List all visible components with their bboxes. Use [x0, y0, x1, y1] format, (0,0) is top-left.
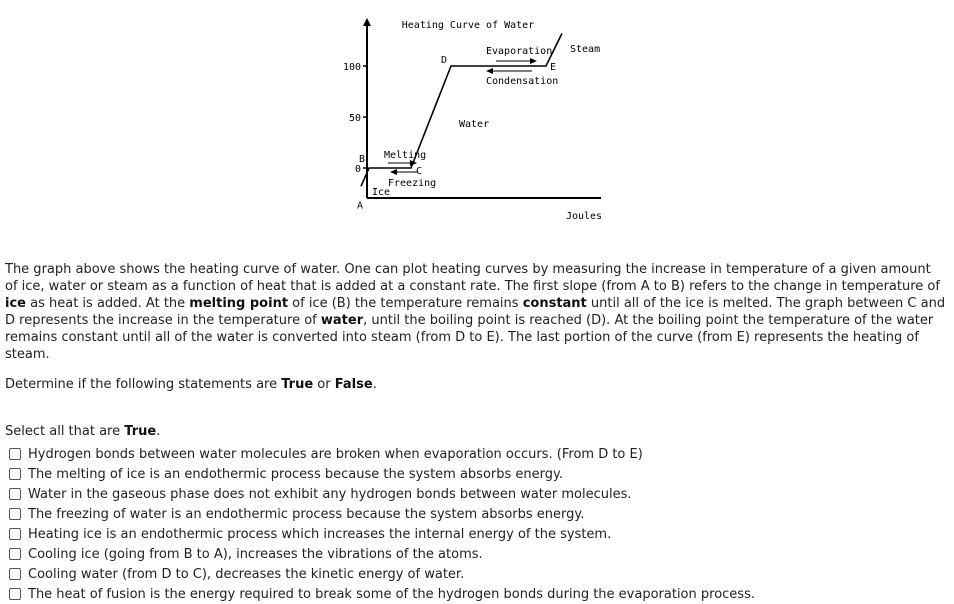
point-label-e: E	[550, 62, 557, 73]
option-2[interactable]	[9, 464, 755, 484]
option-label: Heating ice is an endothermic process which increases the internal energy of the system.	[28, 526, 612, 542]
option-label: Water in the gaseous phase does not exhibit any hydrogen bonds between water molecules.	[28, 486, 632, 502]
y-axis-arrow	[363, 18, 371, 26]
x-axis-label: Joules	[565, 211, 603, 222]
select-true-word: True	[124, 424, 157, 439]
condensation-arrow-head	[486, 68, 493, 74]
checkbox[interactable]	[9, 448, 21, 460]
checkbox[interactable]	[9, 568, 21, 580]
emphasis-text: constant	[522, 296, 587, 311]
y-tick-label: 50	[348, 113, 361, 124]
chart-title: Heating Curve of Water	[401, 20, 535, 31]
point-label-a: A	[357, 200, 364, 212]
emphasis-text: melting point	[189, 296, 289, 311]
point-label-c: C	[416, 166, 423, 177]
option-6[interactable]	[9, 544, 755, 564]
option-5[interactable]	[9, 524, 755, 544]
y-tick-label: 0	[354, 164, 361, 175]
y-tick-label: 100	[342, 62, 361, 73]
true-word: True	[281, 377, 314, 392]
paragraph-text: of ice (B) the temperature remains	[288, 296, 523, 311]
false-word: False	[334, 377, 373, 392]
freezing-arrow-head	[390, 169, 397, 175]
checkbox[interactable]	[9, 488, 21, 500]
paragraph-text: until all of the ice is melted. The graph between C and D represents the increase in the temperature of	[5, 296, 946, 328]
option-label: Cooling water (from D to C), decreases the kinetic energy of water.	[28, 566, 465, 582]
option-1[interactable]	[9, 444, 755, 464]
checkbox[interactable]	[9, 588, 21, 600]
annotation-water: Water	[459, 119, 490, 130]
explanation-paragraph	[5, 261, 947, 363]
emphasis-text: ice	[5, 296, 26, 311]
select-prompt: Select all that are True.	[5, 424, 161, 439]
paragraph-text: The graph above shows the heating curve of water. One can plot heating curves by measuring the increase in temperature of a given amount of ice, water or steam as a function of heat that is added at a constant rate. The first slope (from A to B) refers to the change in temperature of	[5, 262, 940, 294]
option-3[interactable]	[9, 484, 755, 504]
checkbox[interactable]	[9, 508, 21, 520]
checkbox[interactable]	[9, 528, 21, 540]
checkbox[interactable]	[9, 548, 21, 560]
instruction-text: Determine if the following statements are True or False.	[5, 377, 377, 392]
paragraph-text: , until the boiling point is reached (D). At the boiling point the temperature of the water remains constant until all of the water is converted into steam (from D to E). The last portion of the curve (from E) represents the heating of steam.	[5, 313, 934, 362]
option-4[interactable]	[9, 504, 755, 524]
option-label: The heat of fusion is the energy required to break some of the hydrogen bonds during the evaporation process.	[28, 586, 755, 602]
option-label: The freezing of water is an endothermic process because the system absorbs energy.	[28, 506, 585, 522]
evaporation-arrow-head	[530, 58, 537, 64]
checkbox[interactable]	[9, 468, 21, 480]
option-8[interactable]	[9, 584, 755, 604]
point-label-d: D	[441, 55, 448, 66]
annotation-melting: Melting	[384, 150, 427, 161]
heating-curve-chart	[0, 0, 954, 232]
option-7[interactable]	[9, 564, 755, 584]
annotation-ice: Ice	[372, 187, 391, 198]
option-label: Hydrogen bonds between water molecules are broken when evaporation occurs. (From D to E)	[28, 446, 643, 462]
paragraph-text: as heat is added. At the	[25, 296, 190, 311]
annotation-evaporation: Evaporation	[486, 46, 553, 57]
option-label: Cooling ice (going from B to A), increases the vibrations of the atoms.	[28, 546, 483, 562]
annotation-condensation: Condensation	[486, 76, 559, 87]
emphasis-text: water	[320, 313, 364, 328]
answer-options	[9, 444, 755, 604]
annotation-freezing: Freezing	[388, 178, 437, 189]
annotation-steam: Steam	[570, 44, 601, 55]
point-label-b: B	[359, 154, 366, 165]
option-label: The melting of ice is an endothermic process because the system absorbs energy.	[28, 466, 563, 482]
